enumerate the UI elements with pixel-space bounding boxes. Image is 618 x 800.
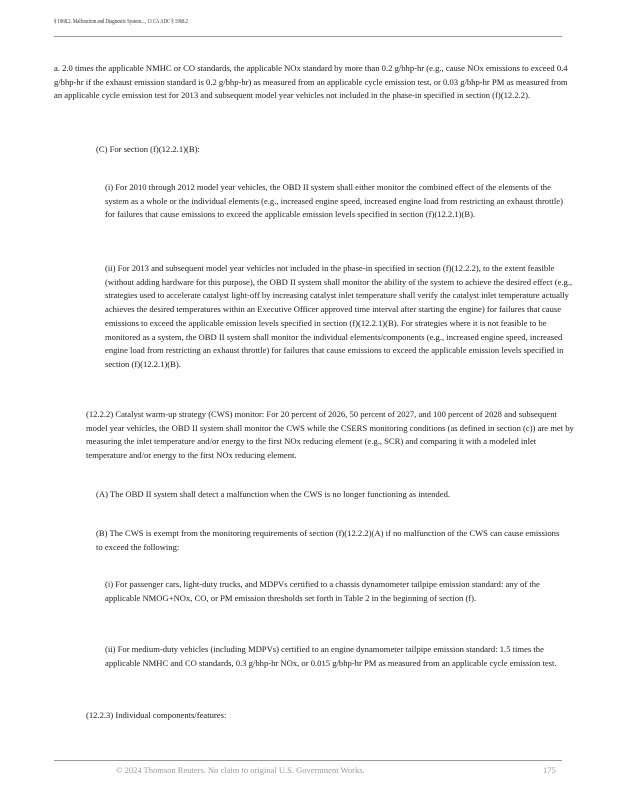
paragraph-b-i-passenger-cars: (i) For passenger cars, light-duty trucks, and MDPVs certified to a chassis dynamometer tailpipe emission standard: any of the applicable NMOG+NOx, CO, or PM emission thresholds set forth in Table 2 in the beginning of section (f). bbox=[105, 579, 540, 603]
footer-divider bbox=[54, 760, 562, 761]
paragraph-c-i: (i) For 2010 through 2012 model year vehicles, the OBD II system shall either monitor the combined effect of the elements of the system as a whole or the individual elements (e.g., increased engine speed, increased engine load from restricting an exhaust throttle) for failures that cause emissions to exceed the applicable emission levels specified in section (f)(12.2.1)(B). bbox=[105, 182, 563, 220]
running-header: § 1968.2. Malfunction and Diagnostic System..., 13 CA ADC § 1968.2 bbox=[54, 19, 188, 25]
header-divider bbox=[54, 36, 562, 37]
paragraph-a-emission-thresholds: a. 2.0 times the applicable NMHC or CO standards, the applicable NOx standard by more than 0.2 g/bhp-hr (e.g., cause NOx emissions to exceed 0.4 g/bhp-hr if the exhaust emission standard is 0.2 g/bhp-hr) as measured from an applicable cycle emission test, or 0.03 g/bhp-hr PM as measured from an applicable cycle emission test for 2013 and subsequent model year vehicles not included in the phase-in specified in section (f)(12.2.2). bbox=[54, 63, 568, 101]
paragraph-c-heading: (C) For section (f)(12.2.1)(B): bbox=[96, 144, 200, 154]
paragraph-12-2-3-heading: (12.2.3) Individual components/features: bbox=[86, 710, 227, 720]
paragraph-12-2-2-cws-monitor: (12.2.2) Catalyst warm-up strategy (CWS) monitor: For 20 percent of 2026, 50 percent of 2027, and 100 percent of 2028 and subsequent model year vehicles, the OBD II system shall monitor the CWS while the CSERS monitoring conditions (as defined in section (c)) are met by measuring the inlet temperature and/or energy to the first NOx reducing element (e.g., SCR) and comparing it with a modeled inlet temperature and/or energy to the first NOx reducing element. bbox=[86, 409, 574, 461]
paragraph-b-ii-medium-duty: (ii) For medium-duty vehicles (including MDPVs) certified to an engine dynamometer tailpipe emission standard: 1.5 times the applicable NMHC and CO standards, 0.3 g/bhp-hr NOx, or 0.015 g/bhp-hr PM as measured from an applicable cycle emission test. bbox=[105, 644, 557, 668]
paragraph-b-cws-exemption: (B) The CWS is exempt from the monitoring requirements of section (f)(12.2.2)(A) if no malfunction of the CWS can cause emissions to exceed the following: bbox=[96, 528, 560, 552]
copyright-notice: © 2024 Thomson Reuters. No claim to original U.S. Government Works. bbox=[116, 765, 365, 775]
paragraph-a-cws-malfunction: (A) The OBD II system shall detect a malfunction when the CWS is no longer functioning as intended. bbox=[96, 489, 451, 499]
paragraph-c-ii: (ii) For 2013 and subsequent model year vehicles not included in the phase-in specified in section (f)(12.2.2), to the extent feasible (without adding hardware for this purpose), the OBD II system shall monitor the ability of the system to achieve the desired effect (e.g., strategies used to accelerate catalyst light-off by increasing catalyst inlet temperature shall verify the catalyst inlet temperature actually achieves the desired temperatures within an Executive Officer approved time interval after starting the engine) for failures that cause emissions to exceed the applicable emission levels specified in section (f)(12.2.1)(B). For strategies where it is not feasible to be monitored as a system, the OBD II system shall monitor the individual elements/components (e.g., increased engine speed, increased engine load from restricting an exhaust throttle) for failures that cause emissions to exceed the applicable emission levels specified in section (f)(12.2.1)(B). bbox=[105, 263, 573, 369]
page-number: 175 bbox=[543, 765, 556, 775]
